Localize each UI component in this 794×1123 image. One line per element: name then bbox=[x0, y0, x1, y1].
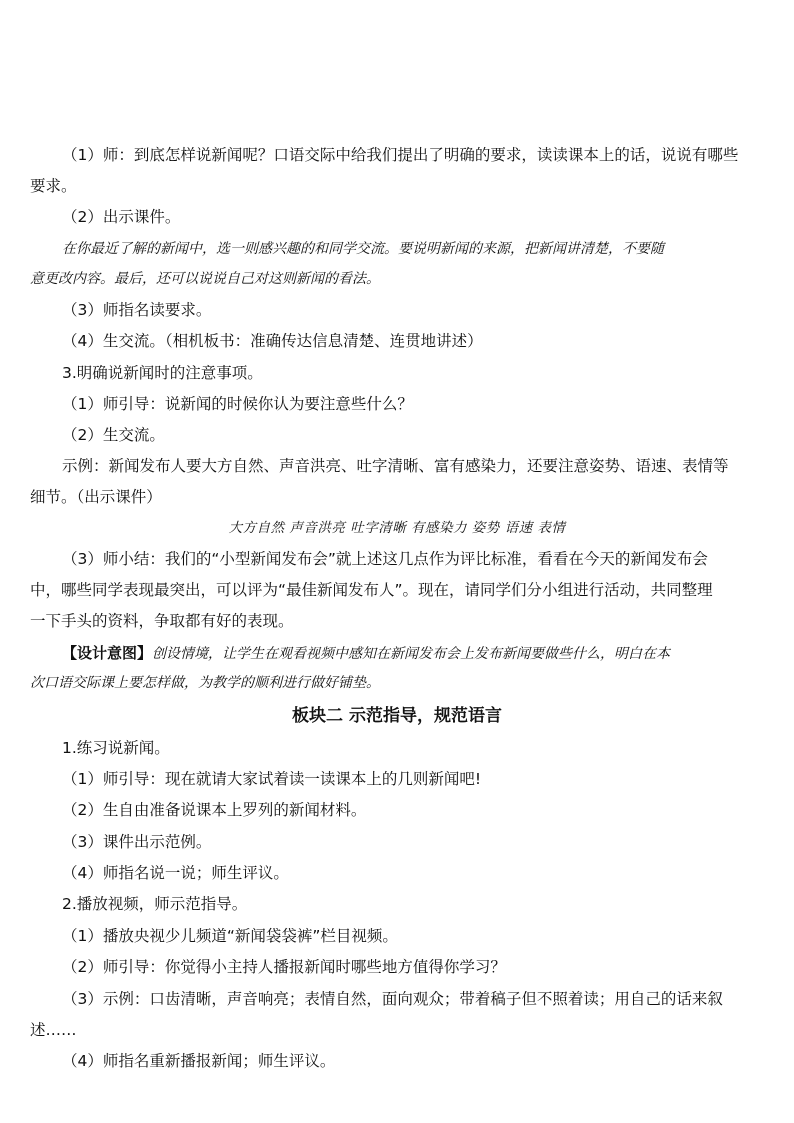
paragraph-line: （1）师：到底怎样说新闻呢？口语交际中给我们提出了明确的要求，读读课本上的话，说说有哪些 bbox=[62, 146, 739, 164]
paragraph-line: 细节。（出示课件） bbox=[30, 488, 162, 506]
paragraph-line: 2.播放视频，师示范指导。 bbox=[62, 895, 248, 913]
paragraph-line: （3）示例：口齿清晰，声音响亮；表情自然，面向观众；带着稿子但不照着读；用自己的话来叙 bbox=[62, 990, 723, 1008]
paragraph-line: （1）播放央视少儿频道“新闻袋袋裤”栏目视频。 bbox=[62, 927, 398, 945]
paragraph-line: （4）师指名重新播报新闻；师生评议。 bbox=[62, 1052, 336, 1070]
paragraph-line: （1）师引导：说新闻的时候你认为要注意些什么？ bbox=[62, 395, 413, 413]
paragraph-line: 3.明确说新闻时的注意事项。 bbox=[62, 364, 263, 382]
design-intent-label: 【设计意图】 bbox=[62, 644, 153, 662]
courseware-text: 在你最近了解的新闻中，选一则感兴趣的和同学交流。要说明新闻的来源，把新闻讲清楚，不要随 bbox=[62, 241, 664, 257]
paragraph-line: （2）出示课件。 bbox=[62, 208, 181, 226]
paragraph-line: （3）师小结：我们的“小型新闻发布会”就上述这几点作为评比标准，看看在今天的新闻发布会 bbox=[62, 550, 708, 568]
paragraph-line: 要求。 bbox=[30, 177, 77, 195]
design-intent-line bbox=[62, 643, 765, 664]
section-heading: 板块二 示范指导，规范语言 bbox=[292, 706, 502, 726]
paragraph-line: 示例：新闻发布人要大方自然、声音洪亮、吐字清晰、富有感染力，还要注意姿势、语速、表情等 bbox=[62, 457, 729, 475]
paragraph-line: （4）生交流。（相机板书：准确传达信息清楚、连贯地讲述） bbox=[62, 332, 483, 350]
courseware-terms: 大方自然 声音洪亮 吐字清晰 有感染力 姿势 语速 表情 bbox=[228, 520, 566, 536]
courseware-text: 意更改内容。最后，还可以说说自己对这则新闻的看法。 bbox=[30, 271, 380, 287]
paragraph-line: （1）师引导：现在就请大家试着读一读课本上的几则新闻吧! bbox=[62, 770, 482, 788]
paragraph-line: 中，哪些同学表现最突出，可以评为“最佳新闻发布人”。现在，请同学们分小组进行活动，共同整理 bbox=[30, 581, 713, 599]
design-intent-text: 次口语交际课上要怎样做，为教学的顺利进行做好铺垫。 bbox=[30, 675, 380, 691]
design-intent-text: 创设情境，让学生在观看视频中感知在新闻发布会上发布新闻要做些什么，明白在本 bbox=[152, 646, 671, 662]
paragraph-line: （3）课件出示范例。 bbox=[62, 833, 212, 851]
paragraph-line: 1.练习说新闻。 bbox=[62, 739, 170, 757]
paragraph-line: （2）师引导：你觉得小主持人播报新闻时哪些地方值得你学习？ bbox=[62, 958, 506, 976]
paragraph-line: 述…… bbox=[30, 1021, 77, 1039]
paragraph-line: 一下手头的资料，争取都有好的表现。 bbox=[30, 612, 294, 630]
paragraph-line: （2）生交流。 bbox=[62, 426, 165, 444]
paragraph-line: （4）师指名说一说；师生评议。 bbox=[62, 864, 289, 882]
paragraph-line: （2）生自由准备说课本上罗列的新闻材料。 bbox=[62, 801, 367, 819]
paragraph-line: （3）师指名读要求。 bbox=[62, 301, 212, 319]
